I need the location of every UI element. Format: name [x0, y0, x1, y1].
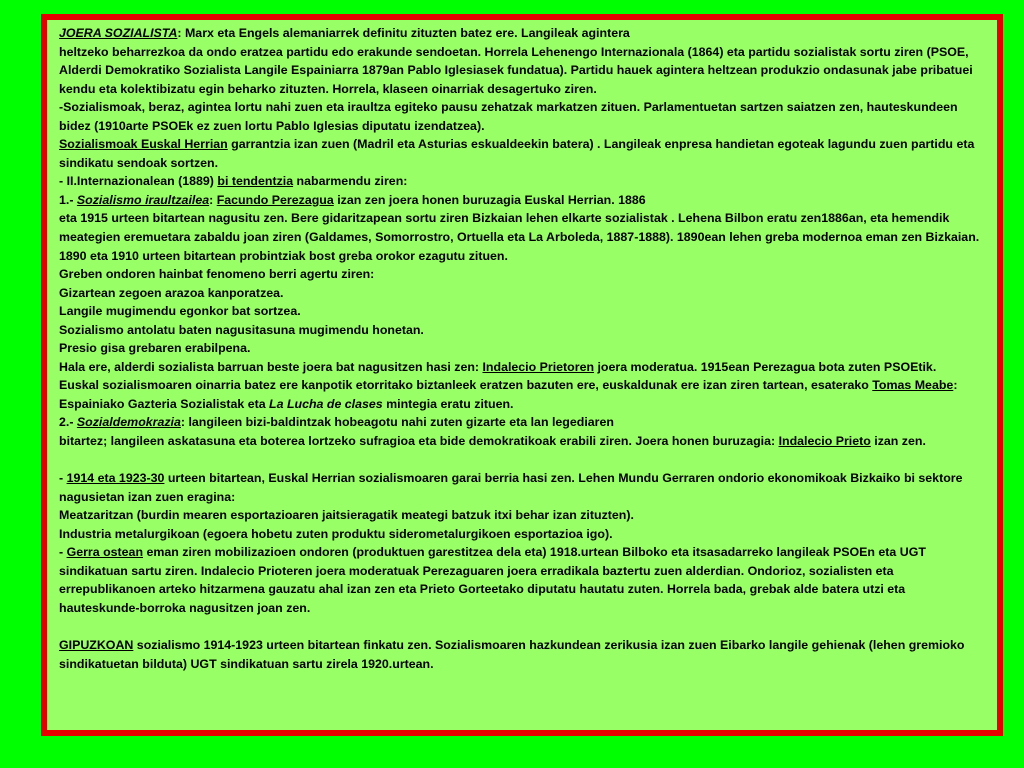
line-meatzaritzan: Meatzaritzan (burdin mearen esportazioaren jaitsieragatik meategi batzuk itxi behar izan zituzten).: [59, 508, 634, 523]
term-sozialismo-iraultzailea: Sozialismo iraultzailea: [76, 192, 210, 207]
spacer: [59, 451, 987, 470]
paragraph-tendency-1: [59, 191, 987, 210]
t1-number: 1.-: [59, 192, 77, 207]
slide-text-body: [59, 24, 987, 673]
ii-post: nabarmendu ziren:: [293, 174, 408, 189]
tendency-2-continuation: [59, 432, 987, 451]
heading-joera-sozialista: JOERA SOZIALISTA: [59, 26, 178, 40]
greben-line-3: Langile mugimendu egonkor bat sortzea.: [59, 304, 301, 319]
euskal2-mid: : Espainiako Gazteria Sozialistak eta: [59, 378, 958, 411]
heading-gipuzkoan: GIPUZKOAN: [59, 638, 134, 653]
paragraph-gipuzkoan: [59, 636, 987, 673]
greben-line-4: Sozialismo antolatu baten nagusitasuna mugimendu honetan.: [59, 322, 424, 337]
euskal2-post: mintegia eratu zituen.: [382, 396, 514, 411]
greben-line-5: Presio gisa grebaren erabilpena.: [59, 341, 251, 356]
paragraph-euskal-herrian: [59, 135, 987, 172]
spacer: [59, 618, 987, 637]
dates-1914-1923-30: 1914 eta 1923-30: [66, 471, 165, 486]
paragraph-tendency-2: [59, 413, 987, 432]
paragraph-hala-ere: [59, 358, 987, 377]
person-indalecio-prietoren: Indalecio Prietoren: [482, 359, 595, 374]
link-gerra-ostean: Gerra ostean: [66, 545, 144, 560]
hala-pre: Hala ere, alderdi sozialista barruan beste joera bat nagusitzen hasi zen:: [59, 359, 483, 374]
t2-cont-post: izan zen.: [870, 434, 926, 449]
tendency-1-continuation: eta 1915 urteen bitartean nagusitu zen. Bere gidaritzapean sortu ziren Bizkaian lehen elkarte sozialistak . Lehena Bilbon eratu zen1886an, eta hemendik meategien eremuetara zabaldu joan ziren (Galdames, Somorrostro, Ortuella eta La Arboleda, 1887-1888). 1890ean lehen greba modernoa eman zen Bizkaian. 1890 eta 1910 urteen bitartean probintziak bost greba orokor ezagutu zituen.: [59, 211, 980, 263]
gerra-text: eman ziren mobilizazioen ondoren (produktuen garestitzea dela eta) 1918.urtean Bilboko eta itsasadarreko langileak PSOEn eta UGT sindikatuan sartu ziren. Indalecio Prioteren joera moderatuak Perezaguaren joera erradikala baztertu zuen alderdian. Ondorioz, sozialisten eta errepublikanoen arteko hitzarmena gauzatu ahal izan zen eta Prieto Gorteetako diputatu hautatu zuten. Horrela bada, grebak alde batera utzi eta hauteskunde-borroka nagusitzen joan zen.: [59, 545, 926, 615]
p1914-text: urteen bitartean, Euskal Herrian sozialismoaren garai berria hasi zen. Lehen Mundu Gerraren ondorio ekonomikoak Bizkaiko bi sektore nagusietan izan zuen eragina:: [59, 471, 963, 504]
t2-cont-pre: bitartez; langileen askatasuna eta boterea lortzeko sufragioa eta bide demokratikoak erabili ziren. Joera honen buruzagia:: [59, 434, 779, 449]
paragraph-euskal-sozialismoa: [59, 376, 987, 413]
heading-sozialismoak-euskal-herrian: Sozialismoak Euskal Herrian: [59, 137, 228, 152]
link-bi-tendentzia: bi tendentzia: [217, 174, 294, 189]
euskal2-pre: Euskal sozialismoaren oinarria batez ere kanpotik etorritako biztanleek eratzen bazuten ere, euskaldunak ere izan ziren tartean, esaterako: [59, 378, 873, 393]
greben-line-2: Gizartean zegoen arazoa kanporatzea.: [59, 285, 284, 300]
t2-text: : langileen bizi-baldintzak hobeagotu nahi zuten gizarte eta lan legediaren: [180, 415, 614, 430]
person-facundo-perezagua: Facundo Perezagua: [216, 192, 334, 207]
intro-continuation: heltzeko beharrezkoa da ondo eratzea partidu edo erakunde sendoetan. Horrela Lehenengo Internazionala (1864) eta partidu sozialistak sortu ziren (PSOE, Alderdi Demokratiko Sozialista Langile Espainiarra 1879an Pablo Iglesiasek fundatua). Partidu hauek agintera heltzean produkzio ondasunak jabe pribatuei kendu eta kolektibizatu egin beharko zituzten. Horrela, klaseen oinarriak desagertuko ziren.: [59, 44, 973, 96]
paragraph-1914-1923: [59, 469, 987, 506]
term-sozialdemokrazia: Sozialdemokrazia: [76, 415, 181, 430]
t2-number: 2.-: [59, 415, 77, 430]
euskal-herrian-text: garrantzia izan zuen (Madril eta Asturias eskualdeekin batera) . Langileak enpresa handietan egoteak lagundu zuen partidu eta sindikatu sendoak sortzen.: [59, 137, 975, 170]
p1914-pre: -: [59, 471, 67, 486]
line-industria: Industria metalurgikoan (egoera hobetu zuten produktu siderometalurgikoen esportazioa igo).: [59, 526, 613, 541]
intro-first-line: : Marx eta Engels alemaniarrek definitu zituzten batez ere. Langileak agintera: [177, 26, 630, 40]
t1-colon: :: [209, 192, 217, 207]
gipuzkoan-text: sozialismo 1914-1923 urteen bitartean finkatu zen. Sozialismoaren hazkundean zerikusia izan zuen Eibarko langile gehienak (lehen gremioko sindikatuetan bilduta) UGT sindikatuan sartu zirela 1920.urtean.: [59, 638, 965, 671]
ii-pre: - II.Internazionalean (1889): [59, 174, 218, 189]
title-la-lucha-de-clases: La Lucha de clases: [269, 396, 383, 411]
greben-line-1: Greben ondoren hainbat fenomeno berri agertu ziren:: [59, 267, 375, 282]
intro-paragraph: [59, 24, 987, 43]
slide-frame: [41, 14, 1003, 736]
person-tomas-meabe: Tomas Meabe: [872, 378, 954, 393]
paragraph-sozialismoak: -Sozialismoak, beraz, agintea lortu nahi zuen eta iraultza egiteko pausu zehatzak markatzen zituen. Parlamentuetan sartzen saiatzen zen, hauteskundeen bidez (1910arte PSOEk ez zuen lortu Pablo Iglesias diputatu izendatzea).: [59, 100, 958, 133]
paragraph-gerra-ostean: [59, 543, 987, 617]
gerra-pre: -: [59, 545, 67, 560]
paragraph-ii-internazionalea: [59, 172, 987, 191]
t1-text: izan zen joera honen buruzagia Euskal Herrian. 1886: [333, 192, 646, 207]
hala-post: joera moderatua. 1915ean Perezagua bota zuten PSOEtik.: [594, 359, 937, 374]
person-indalecio-prieto: Indalecio Prieto: [778, 434, 871, 449]
